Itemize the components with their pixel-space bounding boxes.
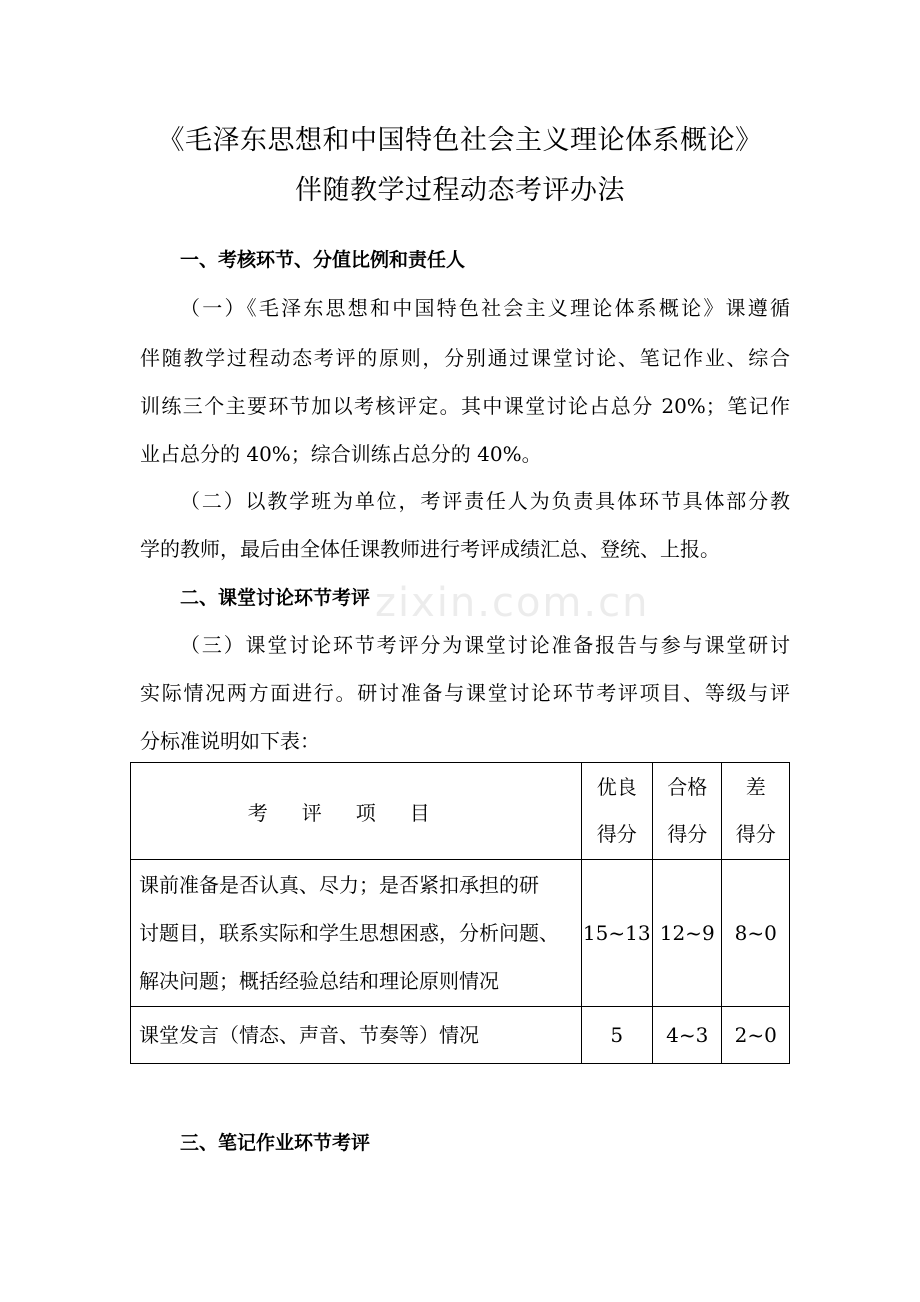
header-good-score (581, 763, 652, 860)
table-row (131, 860, 790, 1007)
document-title-line-2: 伴随教学过程动态考评办法 (295, 175, 625, 206)
header-pass-score (652, 763, 721, 860)
section-3-heading: 三、笔记作业环节考评 (180, 1132, 371, 1154)
evaluation-table (130, 762, 790, 1064)
paragraph-1-line: 训练三个主要环节加以考核评定。其中课堂讨论占总分 20%；笔记作 (140, 394, 790, 418)
paragraph-3-line: 分标准说明如下表： (140, 729, 320, 753)
paragraph-3-line: 实际情况两方面进行。研讨准备与课堂讨论环节考评项目、等级与评 (140, 681, 790, 705)
header-item: 考评项目 (131, 763, 582, 860)
paragraph-1-line: 伴随教学过程动态考评的原则，分别通过课堂讨论、笔记作业、综合 (140, 346, 790, 370)
section-2-heading: 二、课堂讨论环节考评 (180, 587, 371, 609)
header-poor-label: 差 (745, 775, 766, 799)
paragraph-2-line: （二）以教学班为单位，考评责任人为负责具体环节具体部分教 (180, 489, 790, 513)
paragraph-1-line: 业占总分的 40%；综合训练占总分的 40%。 (140, 442, 542, 466)
header-pass-label: 合格 (667, 775, 708, 799)
row-pass-score: 4~3 (652, 1007, 721, 1064)
document-title-line-1: 《毛泽东思想和中国特色社会主义理论体系概论》 (157, 125, 763, 156)
table-header-row (131, 763, 790, 860)
section-1-heading: 一、考核环节、分值比例和责任人 (180, 249, 466, 271)
paragraph-1-line: （一）《毛泽东思想和中国特色社会主义理论体系概论》课遵循 (180, 296, 790, 320)
row-item-cell (131, 860, 582, 1007)
header-poor-score (722, 763, 790, 860)
row-good-score: 5 (581, 1007, 652, 1064)
row-item-line: 课前准备是否认真、尽力；是否紧扣承担的研 (139, 873, 539, 897)
row-item-line: 课堂发言（情态、声音、节奏等）情况 (139, 1023, 479, 1047)
row-poor-score: 2~0 (722, 1007, 790, 1064)
row-good-score: 15~13 (581, 860, 652, 1007)
watermark: zixin.com.cn (375, 580, 650, 626)
header-pass-sub: 得分 (667, 822, 708, 846)
row-pass-score: 12~9 (652, 860, 721, 1007)
header-poor-sub: 得分 (735, 822, 776, 846)
paragraph-2-line: 学的教师，最后由全体任课教师进行考评成绩汇总、登统、上报。 (140, 537, 720, 561)
table-row (131, 1007, 790, 1064)
row-item-cell (131, 1007, 582, 1064)
paragraph-3-line: （三）课堂讨论环节考评分为课堂讨论准备报告与参与课堂研讨 (180, 633, 790, 657)
row-item-line: 解决问题；概括经验总结和理论原则情况 (139, 969, 499, 993)
header-good-label: 优良 (596, 775, 637, 799)
row-item-line: 讨题目，联系实际和学生思想困惑，分析问题、 (139, 921, 559, 945)
row-poor-score: 8~0 (722, 860, 790, 1007)
header-good-sub: 得分 (596, 822, 637, 846)
